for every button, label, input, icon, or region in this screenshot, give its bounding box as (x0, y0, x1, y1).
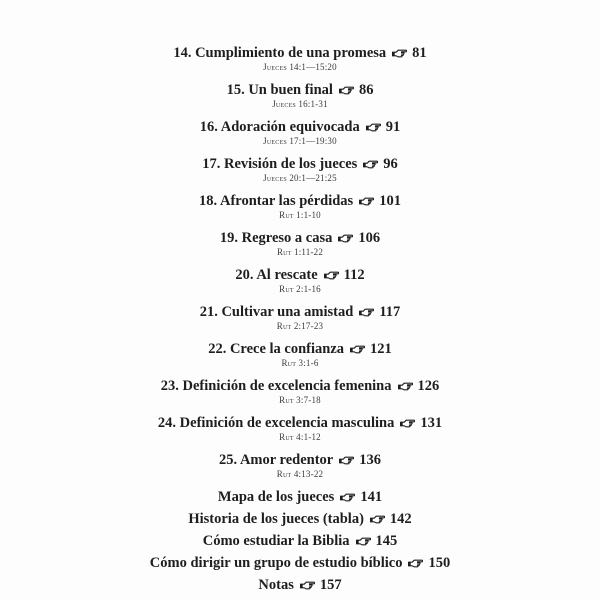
entry-title: 18. Afrontar las pérdidas (199, 193, 354, 209)
pointing-hand-icon (408, 559, 423, 568)
page-number: 126 (417, 378, 440, 394)
page-number: 112 (343, 267, 365, 283)
entry-title: 25. Amor redentor (219, 452, 334, 468)
page-number: 145 (375, 533, 398, 549)
scripture-reference: Jueces 20:1—21:25 (263, 173, 337, 183)
scripture-reference: Jueces 14:1—15:20 (263, 62, 337, 72)
pointing-hand-icon (356, 537, 371, 546)
page-number: 141 (360, 489, 383, 505)
entry-title: 22. Crece la confianza (208, 341, 345, 357)
entry-title: 19. Regreso a casa (219, 230, 333, 246)
table-of-contents (0, 44, 600, 598)
toc-entry-19 (0, 229, 600, 258)
toc-appendix-notes (0, 576, 600, 594)
entry-title: Cómo dirigir un grupo de estudio bíblico (149, 555, 403, 571)
pointing-hand-icon (300, 581, 315, 590)
toc-entry-14 (0, 44, 600, 73)
entry-title: 17. Revisión de los jueces (202, 156, 358, 172)
pointing-hand-icon (398, 382, 413, 391)
pointing-hand-icon (359, 308, 374, 317)
toc-appendix-lead-group (0, 554, 600, 572)
toc-entry-25 (0, 451, 600, 480)
entry-title: Mapa de los jueces (217, 489, 335, 505)
toc-entry-24 (0, 414, 600, 443)
page-number: 81 (412, 45, 427, 61)
pointing-hand-icon (338, 234, 353, 243)
pointing-hand-icon (350, 345, 365, 354)
pointing-hand-icon (324, 271, 339, 280)
scripture-reference: Rut 3:7-18 (279, 395, 321, 405)
toc-appendix-study-bible (0, 532, 600, 550)
toc-appendix-history-table (0, 510, 600, 528)
page-number: 117 (379, 304, 401, 320)
scripture-reference: Rut 1:1-10 (279, 210, 321, 220)
toc-entry-16 (0, 118, 600, 147)
toc-entry-20 (0, 266, 600, 295)
toc-entry-18 (0, 192, 600, 221)
page-number: 121 (370, 341, 392, 357)
entry-title: Cómo estudiar la Biblia (202, 533, 350, 549)
pointing-hand-icon (366, 123, 381, 132)
entry-title: Historia de los jueces (tabla) (188, 511, 364, 527)
entry-title: 15. Un buen final (226, 82, 333, 98)
pointing-hand-icon (340, 493, 355, 502)
toc-appendix-map (0, 488, 600, 506)
page-number: 150 (428, 555, 451, 571)
entry-title: 23. Definición de excelencia femenina (160, 378, 392, 394)
toc-entry-21 (0, 303, 600, 332)
entry-title: 21. Cultivar una amistad (199, 304, 354, 320)
pointing-hand-icon (392, 49, 407, 58)
pointing-hand-icon (400, 419, 415, 428)
page-number: 106 (358, 230, 381, 246)
scripture-reference: Rut 2:17-23 (276, 321, 324, 331)
page-number: 96 (383, 156, 398, 172)
scripture-reference: Jueces 16:1-31 (272, 99, 328, 109)
toc-entry-15 (0, 81, 600, 110)
pointing-hand-icon (339, 456, 354, 465)
page-number: 157 (319, 577, 342, 593)
page-number: 86 (358, 82, 374, 98)
page-number: 101 (379, 193, 401, 209)
entry-title: 20. Al rescate (235, 267, 318, 283)
page-number: 91 (385, 119, 401, 135)
pointing-hand-icon (370, 515, 385, 524)
toc-entry-22 (0, 340, 600, 369)
pointing-hand-icon (363, 160, 378, 169)
entry-title: 14. Cumplimiento de una promesa (173, 45, 387, 61)
toc-entry-23 (0, 377, 600, 406)
entry-title: Notas (258, 577, 294, 593)
page-number: 136 (359, 452, 381, 468)
page-number: 131 (420, 415, 443, 431)
scripture-reference: Rut 4:13-22 (276, 469, 324, 479)
pointing-hand-icon (339, 86, 354, 95)
entry-title: 16. Adoración equivocada (199, 119, 360, 135)
scripture-reference: Rut 2:1-16 (279, 284, 321, 294)
scripture-reference: Rut 3:1-6 (281, 358, 319, 368)
toc-entry-17 (0, 155, 600, 184)
pointing-hand-icon (359, 197, 374, 206)
scripture-reference: Jueces 17:1—19:30 (263, 136, 337, 146)
page-number: 142 (389, 511, 412, 527)
entry-title: 24. Definición de excelencia masculina (157, 415, 395, 431)
scripture-reference: Rut 1:11-22 (276, 247, 324, 257)
scripture-reference: Rut 4:1-12 (279, 432, 321, 442)
